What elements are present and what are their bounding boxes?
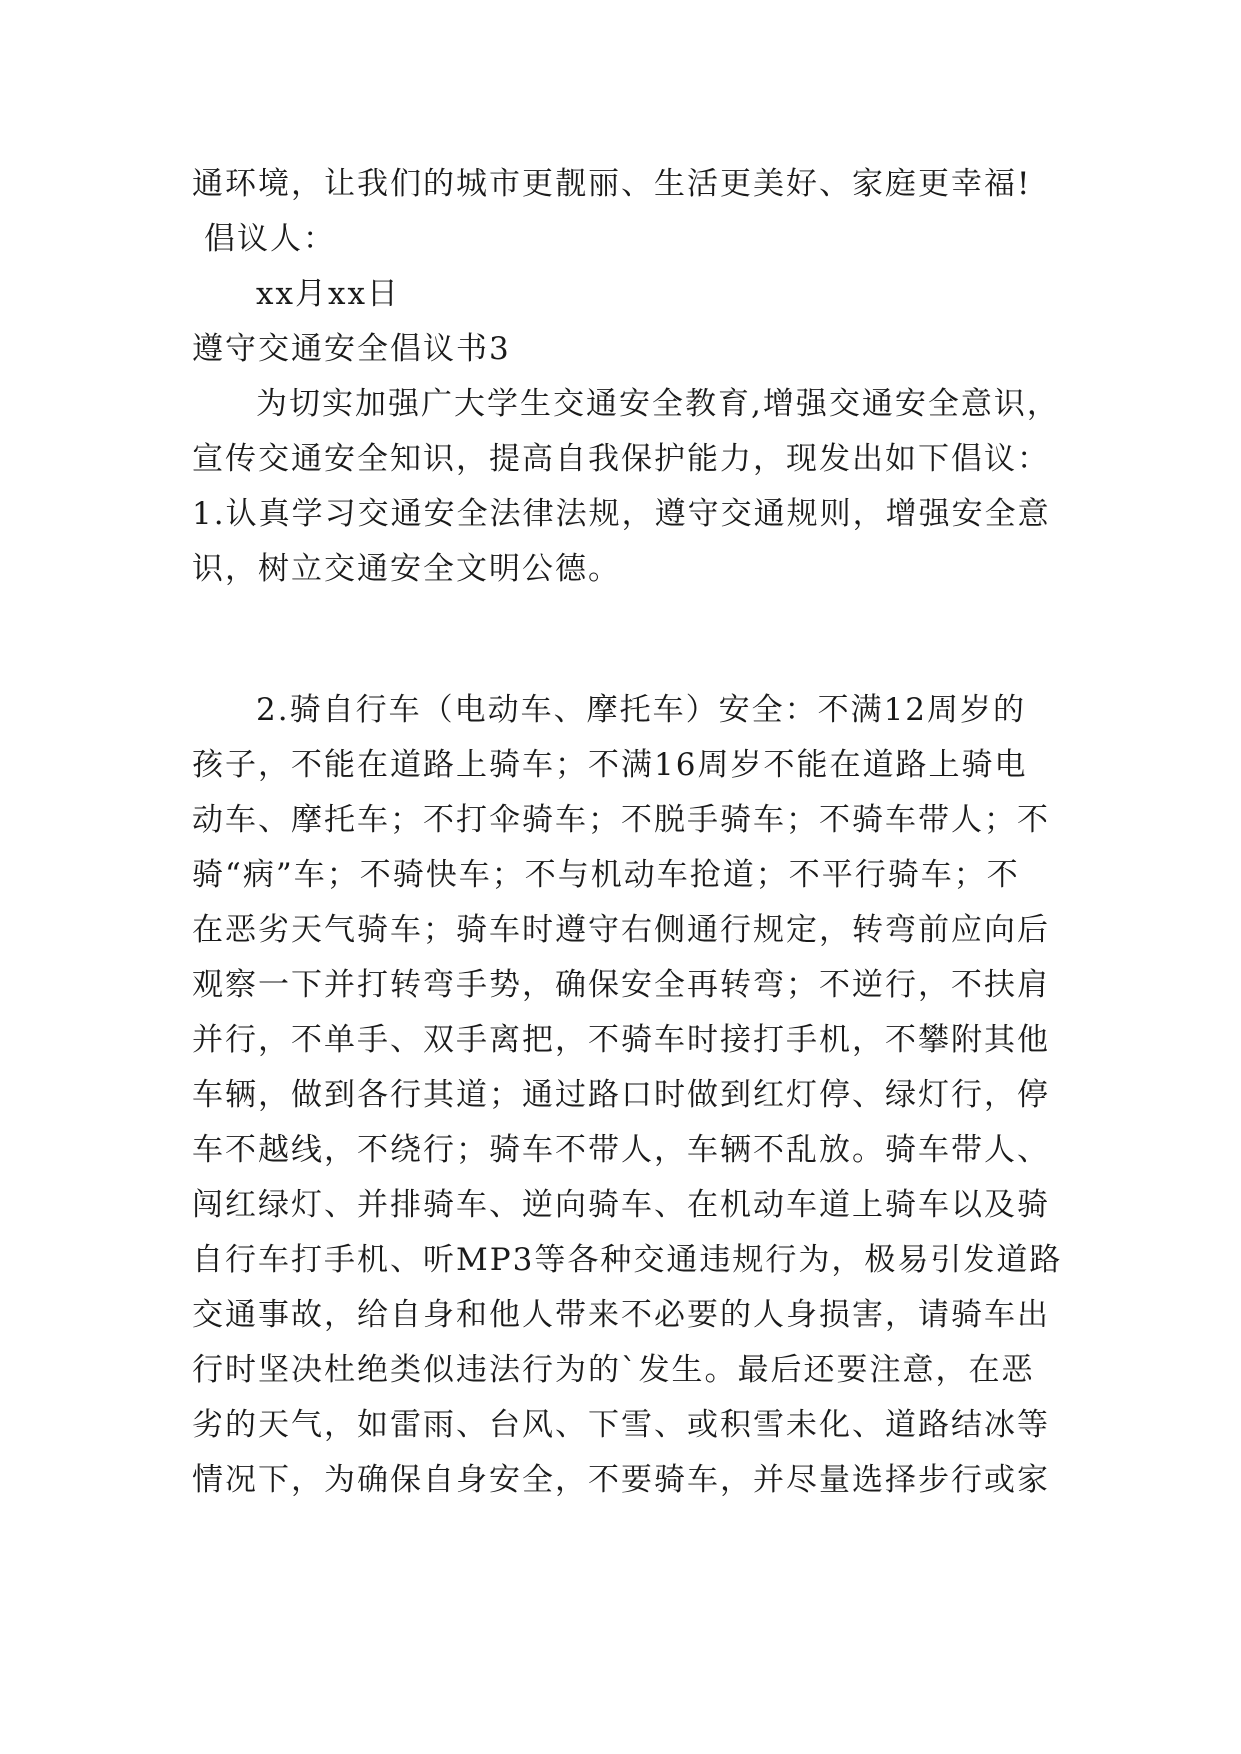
text-line: 1.认真学习交通安全法律法规，遵守交通规则，增强安全意 (192, 496, 1051, 532)
text-line: 骑“病”车；不骑快车；不与机动车抢道；不平行骑车；不 (192, 857, 1020, 893)
text-line: 观察一下并打转弯手势，确保安全再转弯；不逆行，不扶肩 (192, 967, 1050, 1003)
text-line: 识，树立交通安全文明公德。 (192, 551, 621, 587)
text-line: 车辆，做到各行其道；通过路口时做到红灯停、绿灯行，停 (192, 1077, 1050, 1113)
text-line: 并行，不单手、双手离把，不骑车时接打手机，不攀附其他 (192, 1022, 1050, 1058)
text-line: 交通事故，给自身和他人带来不必要的人身损害，请骑车出 (192, 1297, 1050, 1333)
text-line: 宣传交通安全知识，提高自我保护能力，现发出如下倡议： (192, 441, 1050, 477)
text-line: 孩子，不能在道路上骑车；不满16周岁不能在道路上骑电 (192, 747, 1028, 783)
text-line: 为切实加强广大学生交通安全教育,增强交通安全意识， (256, 386, 1060, 422)
text-line: 动车、摩托车；不打伞骑车；不脱手骑车；不骑车带人；不 (192, 802, 1050, 838)
section-title: 遵守交通安全倡议书3 (192, 331, 511, 367)
text-line: 2.骑自行车（电动车、摩托车）安全：不满12周岁的 (256, 692, 1027, 728)
text-line: 车不越线，不绕行；骑车不带人，车辆不乱放。骑车带人、 (192, 1132, 1050, 1168)
text-line: 闯红绿灯、并排骑车、逆向骑车、在机动车道上骑车以及骑 (192, 1187, 1050, 1223)
date-line: xx月xx日 (256, 276, 400, 312)
text-line: 自行车打手机、听MP3等各种交通违规行为，极易引发道路 (192, 1242, 1063, 1278)
text-line: 劣的天气，如雷雨、台风、下雪、或积雪未化、道路结冰等 (192, 1407, 1050, 1443)
text-line: 通环境，让我们的城市更靓丽、生活更美好、家庭更幸福! (192, 166, 1032, 202)
text-line: 在恶劣天气骑车；骑车时遵守右侧通行规定，转弯前应向后 (192, 912, 1050, 948)
signatory-label: 倡议人： (204, 221, 336, 257)
text-line: 情况下，为确保自身安全，不要骑车，并尽量选择步行或家 (192, 1462, 1050, 1498)
text-line: 行时坚决杜绝类似违法行为的`发生。最后还要注意，在恶 (192, 1352, 1035, 1388)
